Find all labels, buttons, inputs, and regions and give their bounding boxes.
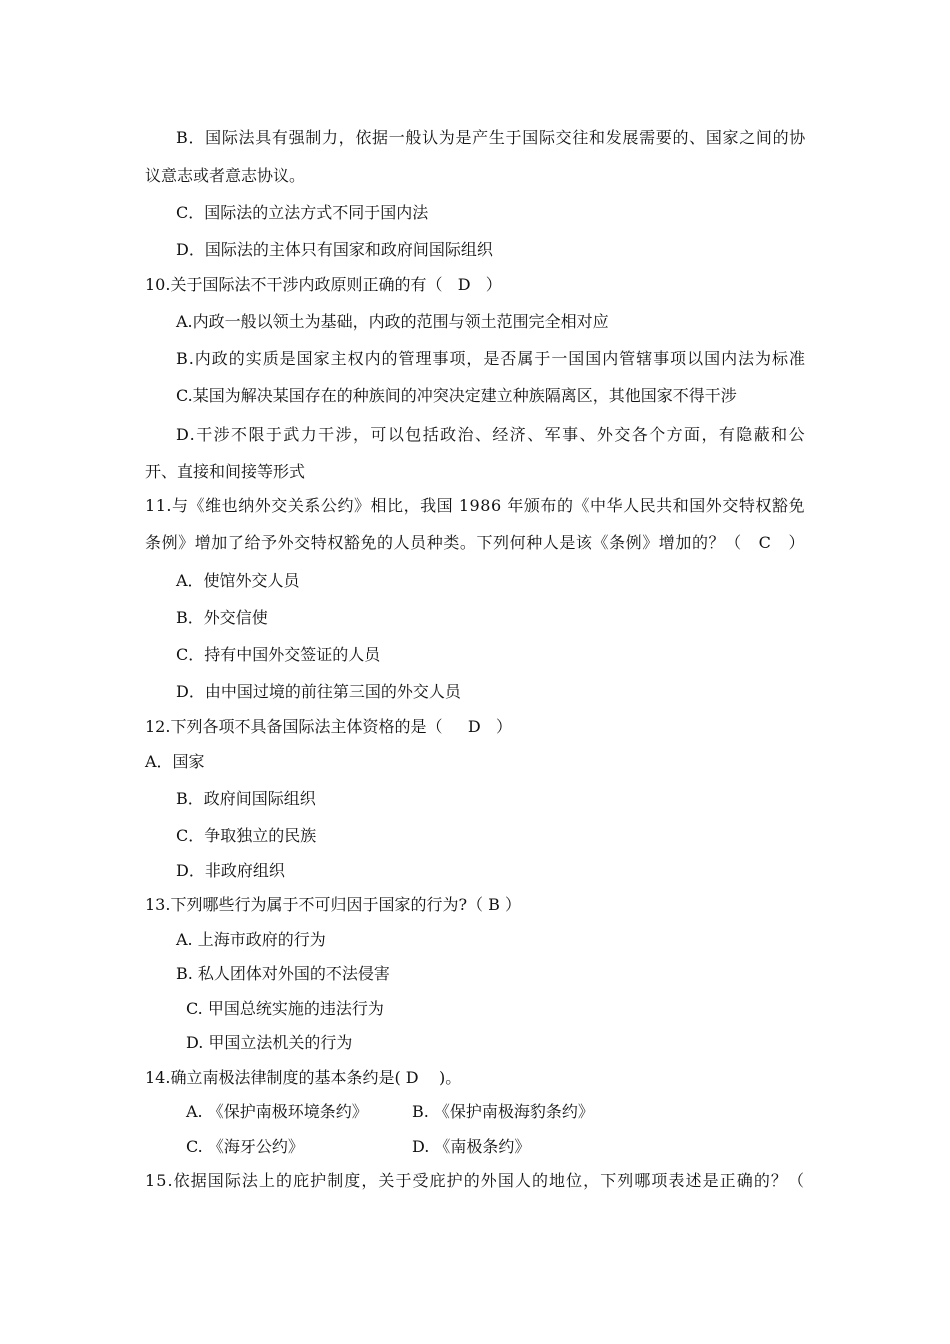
question-13: 13.下列哪些行为属于不可归因于国家的行为?（ B ）	[145, 895, 521, 914]
option-line: A. 上海市政府的行为	[176, 930, 326, 949]
text-line: 议意志或者意志协议。	[145, 166, 306, 185]
option-line: D.干涉不限于武力干涉，可以包括政治、经济、军事、外交各个方面，有隐蔽和公	[176, 425, 806, 444]
option-line: B. 私人团体对外国的不法侵害	[176, 964, 390, 983]
option-line: B．外交信使	[176, 608, 268, 627]
text-line: 开、直接和间接等形式	[145, 462, 306, 481]
text-line: C．国际法的立法方式不同于国内法	[176, 203, 429, 222]
option-line: D. 《南极条约》	[412, 1137, 531, 1156]
option-line: B．政府间国际组织	[176, 789, 316, 808]
option-line: D．由中国过境的前往第三国的外交人员	[176, 682, 461, 701]
text-line: D．国际法的主体只有国家和政府间国际组织	[176, 240, 493, 259]
option-line: C．争取独立的民族	[176, 826, 317, 845]
question-14: 14.确立南极法律制度的基本条约是( D )。	[145, 1068, 462, 1087]
option-line: C.某国为解决某国存在的种族间的冲突决定建立种族隔离区，其他国家不得干涉	[176, 386, 737, 405]
option-line: C. 甲国总统实施的违法行为	[186, 999, 384, 1018]
option-line: C. 《海牙公约》	[186, 1137, 304, 1156]
option-line: D. 甲国立法机关的行为	[186, 1033, 353, 1052]
question-12: 12.下列各项不具备国际法主体资格的是（ D ）	[145, 717, 512, 736]
question-11: 11.与《维也纳外交关系公约》相比，我国 1986 年颁布的《中华人民共和国外交特权豁免	[145, 496, 806, 515]
option-line: D．非政府组织	[176, 861, 285, 880]
option-line: B.内政的实质是国家主权内的管理事项，是否属于一国国内管辖事项以国内法为标准	[176, 349, 806, 368]
option-line: C．持有中国外交签证的人员	[176, 645, 381, 664]
option-line: A.内政一般以领土为基础，内政的范围与领土范围完全相对应	[176, 312, 609, 331]
question-15: 15.依据国际法上的庇护制度，关于受庇护的外国人的地位，下列哪项表述是正确的？（	[145, 1171, 806, 1190]
question-10: 10.关于国际法不干涉内政原则正确的有（ D ）	[145, 275, 502, 294]
text-line: 条例》增加了给予外交特权豁免的人员种类。下列何种人是该《条例》增加的？（ C ）	[145, 533, 806, 552]
option-line: A．使馆外交人员	[176, 571, 300, 590]
option-line: A. 《保护南极环境条约》	[186, 1102, 368, 1121]
option-line: B. 《保护南极海豹条约》	[412, 1102, 594, 1121]
text-line: B．国际法具有强制力，依据一般认为是产生于国际交往和发展需要的、国家之间的协	[176, 128, 806, 147]
option-line: A．国家	[145, 752, 205, 771]
